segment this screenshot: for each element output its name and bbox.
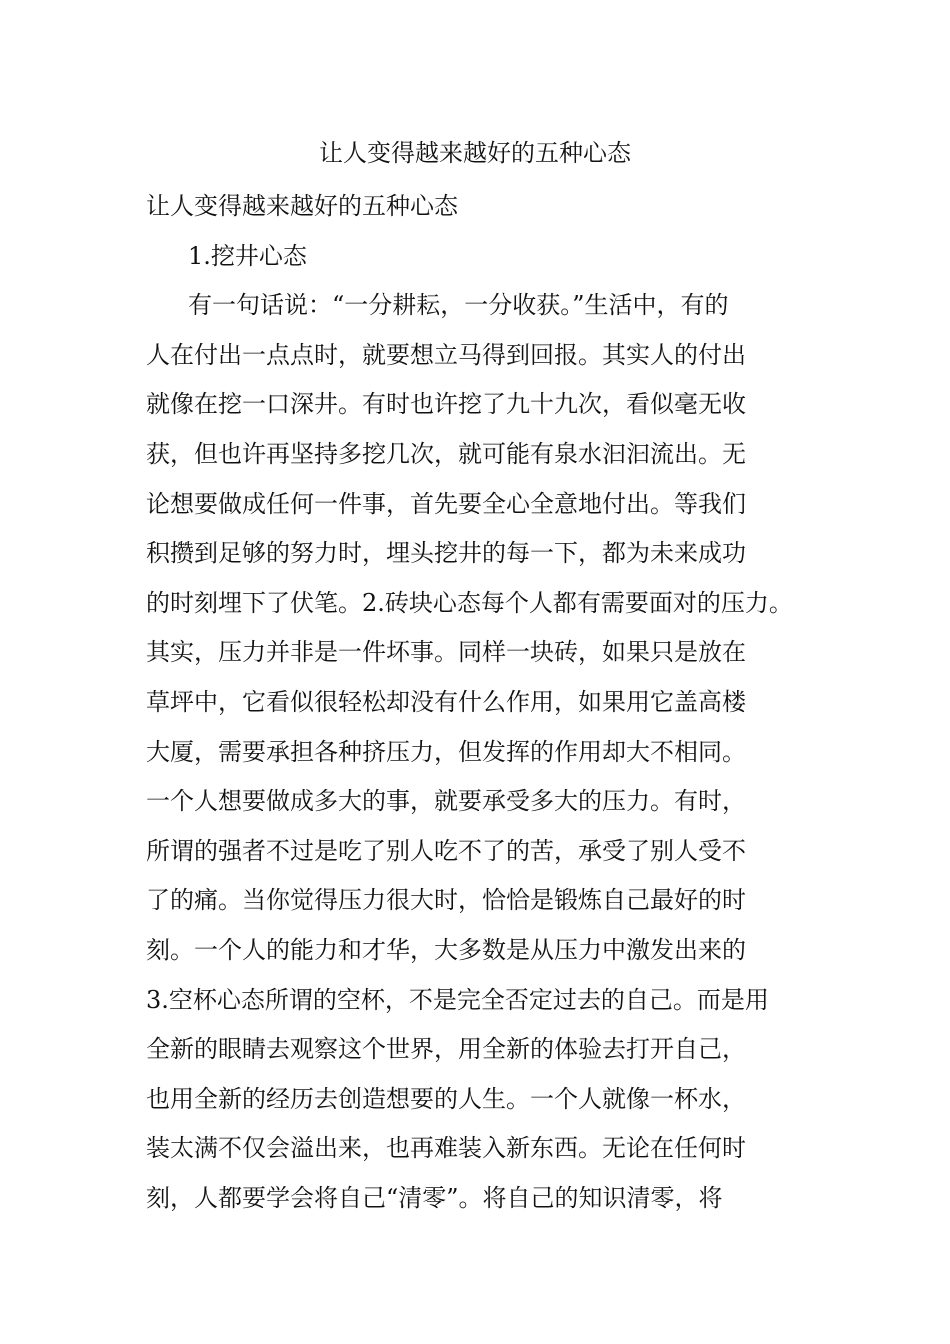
paragraph-line: 全新的眼睛去观察这个世界，用全新的体验去打开自己， xyxy=(146,1035,746,1064)
subsection-heading: 1.挖井心态 xyxy=(188,241,307,270)
paragraph-line: 也用全新的经历去创造想要的人生。一个人就像一杯水， xyxy=(146,1084,746,1113)
paragraph-line: 刻，人都要学会将自己“清零”。将自己的知识清零，将 xyxy=(146,1183,723,1212)
paragraph-line: 论想要做成任何一件事，首先要全心全意地付出。等我们 xyxy=(146,489,746,518)
paragraph-line: 就像在挖一口深井。有时也许挖了九十九次，看似毫无收 xyxy=(146,390,746,419)
paragraph-line: 刻。一个人的能力和才华，大多数是从压力中激发出来的 xyxy=(146,935,746,964)
paragraph-line: 获，但也许再坚持多挖几次，就可能有泉水汩汩流出。无 xyxy=(146,439,746,468)
paragraph-line: 的时刻埋下了伏笔。2.砖块心态每个人都有需要面对的压力。 xyxy=(146,588,793,617)
paragraph-line: 一个人想要做成多大的事，就要承受多大的压力。有时， xyxy=(146,787,746,816)
paragraph-line: 有一句话说：“一分耕耘，一分收获。”生活中，有的 xyxy=(188,291,729,320)
paragraph-line: 装太满不仅会溢出来，也再难装入新东西。无论在任何时 xyxy=(146,1134,746,1163)
paragraph-line: 3.空杯心态所谓的空杯，不是完全否定过去的自己。而是用 xyxy=(146,985,769,1014)
document-title: 让人变得越来越好的五种心态 xyxy=(319,139,631,167)
document-body xyxy=(146,182,826,1223)
paragraph-line: 草坪中，它看似很轻松却没有什么作用，如果用它盖高楼 xyxy=(146,687,746,716)
paragraph-line: 了的痛。当你觉得压力很大时，恰恰是锻炼自己最好的时 xyxy=(146,886,746,915)
section-heading: 让人变得越来越好的五种心态 xyxy=(146,192,458,220)
paragraph-line: 所谓的强者不过是吃了别人吃不了的苦，承受了别人受不 xyxy=(146,836,746,865)
paragraph-line: 大厦，需要承担各种挤压力，但发挥的作用却大不相同。 xyxy=(146,737,746,766)
paragraph-line: 其实，压力并非是一件坏事。同样一块砖，如果只是放在 xyxy=(146,638,746,667)
paragraph-line: 人在付出一点点时，就要想立马得到回报。其实人的付出 xyxy=(146,340,746,369)
paragraph-line: 积攒到足够的努力时，埋头挖井的每一下，都为未来成功 xyxy=(146,539,746,568)
